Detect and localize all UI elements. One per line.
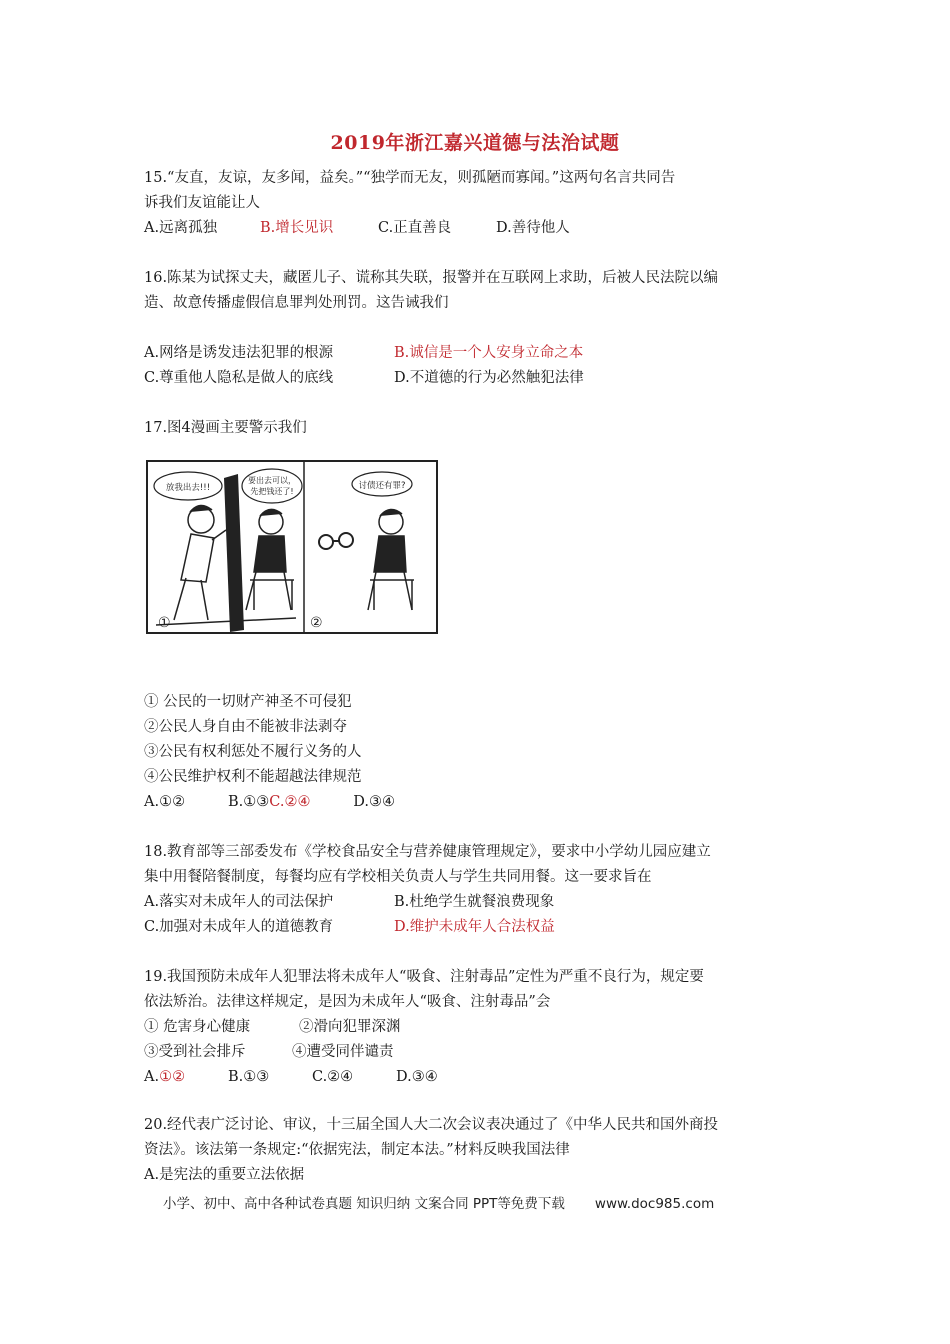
- q18-stem-line1: 18.教育部等三部委发布《学校食品安全与营养健康管理规定》，要求中小学幼儿园应建立: [144, 844, 711, 860]
- q16-stem-line1: 16.陈某为试探丈夫，藏匿儿子、谎称其失联，报警并在互联网上求助，后被人民法院以编: [144, 270, 719, 286]
- q19-option-a-answer: ①②: [159, 1069, 186, 1085]
- q15-option-d: D.善待他人: [496, 220, 570, 236]
- q20-stem-line1: 20.经代表广泛讨论、审议，十三届全国人大二次会议表决通过了《中华人民共和国外商投: [144, 1117, 719, 1133]
- q17-statement-4: ④公民维护权利不能超越法律规范: [144, 769, 362, 785]
- bubble-2-text-line1: 要出去可以，: [248, 476, 296, 485]
- q19-statement-1: ① 危害身心健康: [144, 1019, 251, 1035]
- q16-option-b-answer: B.诚信是一个人安身立命之本: [394, 345, 584, 361]
- page-title: 2019年浙江嘉兴道德与法治试题: [330, 132, 620, 154]
- bubble-1-text: 放我出去!!!: [165, 483, 211, 493]
- q19-statements-row1: [144, 1017, 401, 1037]
- q18-option-c: C.加强对未成年人的道德教育: [144, 919, 334, 935]
- q17-options: [144, 792, 395, 812]
- q16-option-a: A.网络是诱发违法犯罪的根源: [144, 345, 334, 361]
- bubble-3-text: 讨债还有罪?: [358, 481, 406, 491]
- q15-option-c: C.正直善良: [378, 220, 452, 236]
- q19-option-a-prefix: A.: [144, 1069, 160, 1085]
- q17-option-a: A.①②: [144, 794, 186, 810]
- q19-option-d: D.③④: [396, 1069, 438, 1085]
- panel-2-label: ②: [310, 615, 323, 631]
- q19-statements-row2: [144, 1042, 394, 1062]
- q19-options: [144, 1067, 438, 1087]
- q17-statement-2: ②公民人身自由不能被非法剥夺: [144, 719, 347, 735]
- figure-4-cartoon: [146, 460, 438, 642]
- q16-option-d: D.不道德的行为必然触犯法律: [394, 370, 584, 386]
- q15-option-b-answer: B.增长见识: [260, 220, 334, 236]
- q19-option-a: [144, 1067, 228, 1087]
- q20-stem-line2: 资法》。该法第一条规定:“依据宪法，制定本法。”材料反映我国法律: [144, 1142, 570, 1158]
- q17-option-d: D.③④: [353, 794, 395, 810]
- q17-statement-1: ① 公民的一切财产神圣不可侵犯: [144, 694, 352, 710]
- q18-options-row2: [144, 917, 555, 937]
- q16-options-row1: [144, 343, 583, 363]
- q19-statement-3: ③受到社会排斥: [144, 1044, 246, 1060]
- q18-option-a: A.落实对未成年人的司法保护: [144, 894, 334, 910]
- q19-stem-line1: 19.我国预防未成年人犯罪法将未成年人“吸食、注射毒品”定性为严重不良行为，规定要: [144, 969, 704, 985]
- q17-statement-3: ③公民有权利惩处不履行义务的人: [144, 744, 362, 760]
- q15-option-a: A.远离孤独: [144, 220, 218, 236]
- q16-option-c: C.尊重他人隐私是做人的底线: [144, 370, 334, 386]
- q15-stem-line1: 15.“友直，友谅，友多闻，益矣。”“独学而无友，则孤陋而寡闻。”这两句名言共同告: [144, 170, 676, 186]
- q16-options-row2: [144, 368, 584, 388]
- q17-stem: 17.图4漫画主要警示我们: [144, 420, 307, 436]
- q18-option-d-answer: D.维护未成年人合法权益: [394, 919, 555, 935]
- q19-statement-4: ④遭受同伴谴责: [292, 1044, 394, 1060]
- q17-option-c-answer: C.②④: [269, 794, 311, 810]
- q20-option-a: A.是宪法的重要立法依据: [144, 1167, 305, 1183]
- q18-stem-line2: 集中用餐陪餐制度，每餐均应有学校相关负责人与学生共同用餐。这一要求旨在: [144, 869, 652, 885]
- q19-stem-line2: 依法矫治。法律这样规定，是因为未成年人“吸食、注射毒品”会: [144, 994, 551, 1010]
- q16-stem-line2: 造、故意传播虚假信息罪判处刑罚。这告诫我们: [144, 295, 449, 311]
- speech-bubble-2: [242, 469, 302, 503]
- q19-option-b: B.①③: [228, 1069, 270, 1085]
- q18-options-row1: [144, 892, 554, 912]
- q18-option-b: B.杜绝学生就餐浪费现象: [394, 894, 555, 910]
- q19-statement-2: ②滑向犯罪深渊: [299, 1019, 401, 1035]
- footer-text: 小学、初中、高中各种试卷真题 知识归纳 文案合同 PPT等免费下载: [163, 1196, 565, 1212]
- q15-stem-line2: 诉我们友谊能让人: [144, 195, 260, 211]
- panel-1-label: ①: [158, 615, 171, 631]
- page-footer: [163, 1192, 714, 1212]
- q17-option-b: B.①③: [228, 794, 270, 810]
- bubble-2-text-line2: 先把钱还了!: [250, 487, 294, 496]
- q15-options: [144, 218, 570, 238]
- footer-url-link[interactable]: www.doc985.com: [594, 1196, 715, 1212]
- q19-option-c: C.②④: [312, 1069, 354, 1085]
